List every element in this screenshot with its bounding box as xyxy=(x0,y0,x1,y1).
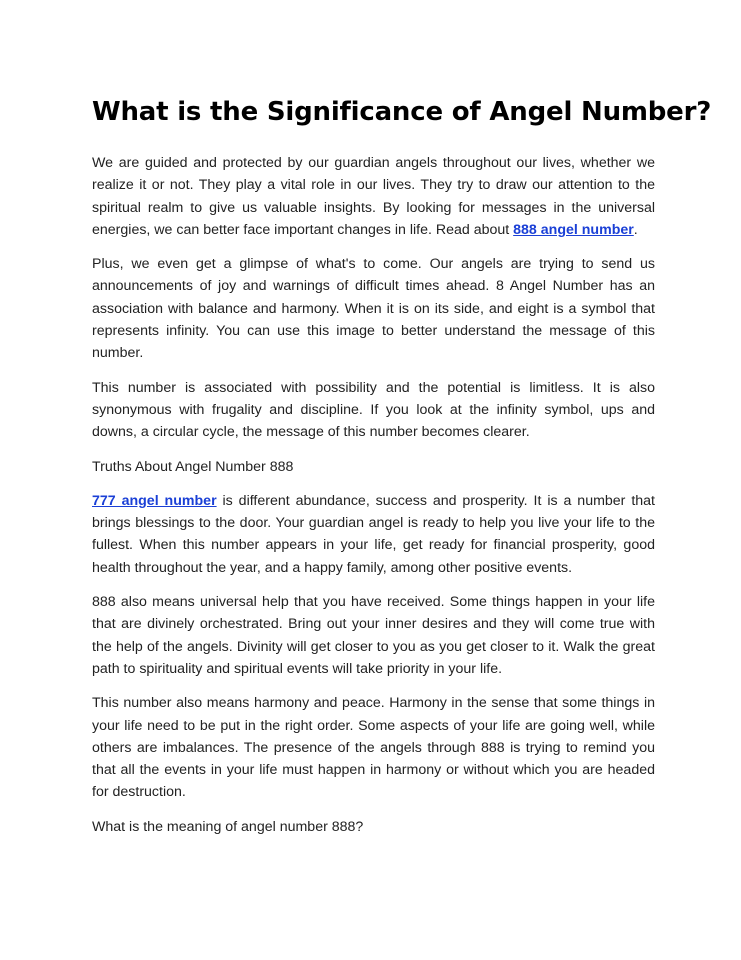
paragraph-777 xyxy=(92,490,655,579)
paragraph-intro-end: . xyxy=(633,221,638,238)
paragraph-intro xyxy=(92,152,655,241)
section-heading-meaning: What is the meaning of angel number 888? xyxy=(92,818,364,835)
paragraph-harmony: This number also means harmony and peace. Harmony in the sense that some things in your life need to be put in the right order. Some aspects of your life are going well, while others are imbalances. The presence of the angels through 888 is trying to remind you that all the events in your life must happen in harmony or without which you are headed for destruction. xyxy=(92,695,655,801)
paragraph-possibility: This number is associated with possibility and the potential is limitless. It is also synonymous with frugality and discipline. If you look at the infinity symbol, ups and downs, a circular cycle, the message of this number becomes clearer. xyxy=(92,379,655,441)
paragraph-glimpse: Plus, we even get a glimpse of what's to come. Our angels are trying to send us announcements of joy and warnings of difficult times ahead. 8 Angel Number has an association with balance and harmony. When it is on its side, and eight is a symbol that represents infinity. You can use this image to better understand the message of this number. xyxy=(92,256,655,362)
paragraph-777-text: is different abundance, success and prosperity. It is a number that brings blessings to the door. Your guardian angel is ready to help you live your life to the fullest. When this number appears in your life, get ready for financial prosperity, good health throughout the year, and a happy family, among other positive events. xyxy=(92,492,655,576)
link-888-angel-number[interactable]: 888 angel number xyxy=(513,221,634,238)
section-heading-truths: Truths About Angel Number 888 xyxy=(92,458,294,475)
link-777-angel-number[interactable]: 777 angel number xyxy=(92,492,217,509)
page-title: What is the Significance of Angel Number? xyxy=(92,97,712,127)
document-page xyxy=(92,94,712,850)
paragraph-universal-help: 888 also means universal help that you have received. Some things happen in your life that are divinely orchestrated. Bring out your inner desires and they will come true with the help of the angels. Divinity will get closer to you as you get closer to it. Walk the great path to spirituality and spiritual events will take priority in your life. xyxy=(92,594,655,677)
paragraph-intro-text: We are guided and protected by our guardian angels throughout our lives, whether we realize it or not. They play a vital role in our lives. They try to draw our attention to the spiritual realm to give us valuable insights. By looking for messages in the universal energies, we can better face important changes in life. Read about xyxy=(92,155,655,238)
